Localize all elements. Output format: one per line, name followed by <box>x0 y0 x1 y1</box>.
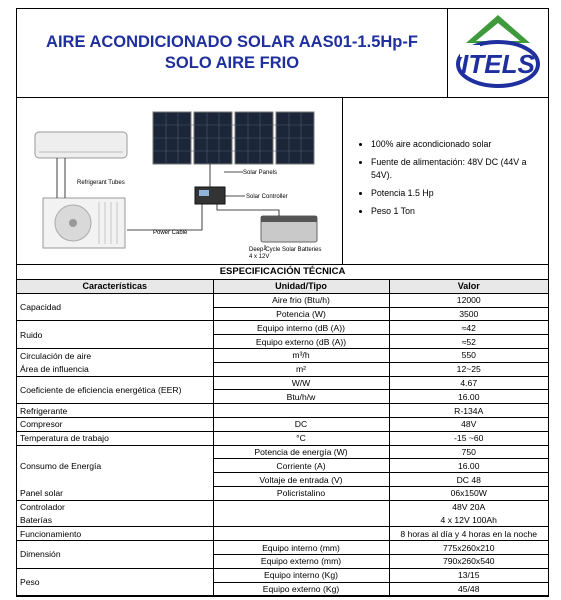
row-unit: Aire frio (Btu/h) <box>213 293 389 307</box>
row-unit: m³/h <box>213 348 389 362</box>
row-value: ≈42 <box>389 321 548 335</box>
feature-item: • Potencia 1.5 Hp <box>371 187 545 200</box>
row-value: ≈52 <box>389 335 548 349</box>
row-value: 06x150W <box>389 486 548 500</box>
row-label: Baterías <box>17 514 213 527</box>
column-header: Unidad/Tipo <box>213 280 389 293</box>
row-unit <box>213 527 389 541</box>
solar-controller-icon <box>195 187 225 204</box>
row-label: Peso <box>17 568 213 596</box>
row-value: 790x260x540 <box>389 554 548 568</box>
row-label: Área de influencia <box>17 362 213 376</box>
row-unit: W/W <box>213 376 389 390</box>
spec-title: ESPECIFICACIÓN TÉCNICA <box>17 265 548 280</box>
itels-logo <box>448 9 548 97</box>
row-label: Circulación de aire <box>17 348 213 362</box>
row-value: 8 horas al día y 4 horas en la noche <box>389 527 548 541</box>
table-row <box>17 486 548 500</box>
row-label: Compresor <box>17 417 213 431</box>
row-value: 550 <box>389 348 548 362</box>
row-label: Ruido <box>17 321 213 349</box>
row-unit <box>213 500 389 527</box>
feature-item: • Peso 1 Ton <box>371 205 545 218</box>
row-value: 12000 <box>389 293 548 307</box>
spec-table <box>17 280 548 596</box>
row-unit: Equipo interno (Kg) <box>213 568 389 582</box>
row-unit: Equipo interno (mm) <box>213 541 389 555</box>
row-value: R-134A <box>389 404 548 418</box>
row-value: 4 x 12V 100Ah <box>389 514 548 527</box>
column-header: Características <box>17 280 213 293</box>
table-row <box>17 362 548 376</box>
indoor-unit-icon <box>35 132 127 158</box>
title-line-1: AIRE ACONDICIONADO SOLAR AAS01-1.5Hp-F <box>46 33 418 51</box>
row-unit: Corriente (A) <box>213 459 389 473</box>
row-label: Panel solar <box>17 486 213 500</box>
table-row <box>17 431 548 445</box>
batteries-label: Deep-Cycle Solar Batteries <box>249 247 322 253</box>
table-header-row <box>17 280 548 293</box>
table-row <box>17 568 548 582</box>
row-value: 45/48 <box>389 582 548 596</box>
row-unit: DC <box>213 417 389 431</box>
row-unit: Potencia (W) <box>213 307 389 321</box>
row-label: Controlador <box>17 500 213 513</box>
table-row <box>17 321 548 335</box>
solar-controller-label: Solar Controller <box>246 194 288 200</box>
table-row <box>17 348 548 362</box>
solar-panels-label: Solar Panels <box>243 170 278 176</box>
header <box>17 9 548 98</box>
row-unit <box>213 404 389 418</box>
row-value: 48V <box>389 417 548 431</box>
table-row <box>17 541 548 555</box>
battery-icon <box>261 216 317 242</box>
row-unit: Equipo interno (dB (A)) <box>213 321 389 335</box>
row-value: 48V 20A <box>389 500 548 513</box>
row-unit: Voltaje de entrada (V) <box>213 473 389 487</box>
row-unit: Equipo externo (mm) <box>213 554 389 568</box>
row-value: 13/15 <box>389 568 548 582</box>
logo-text: ITELS <box>461 49 535 79</box>
refrigerant-tubes-label: Refrigerant Tubes <box>77 180 125 186</box>
row-label: Dimensión <box>17 541 213 569</box>
batteries-voltage-label: 4 x 12V <box>249 254 270 260</box>
system-diagram <box>17 98 343 264</box>
row-value: 3500 <box>389 307 548 321</box>
page-title <box>17 9 448 97</box>
table-row <box>17 293 548 307</box>
table-row <box>17 417 548 431</box>
row-value: 750 <box>389 445 548 459</box>
table-row <box>17 376 548 390</box>
row-label: Consumo de Energía <box>17 445 213 486</box>
outdoor-unit-icon <box>43 198 125 248</box>
column-header: Valor <box>389 280 548 293</box>
row-value: 16.00 <box>389 459 548 473</box>
feature-item: • 100% aire acondicionado solar <box>371 138 545 151</box>
feature-list <box>357 138 545 223</box>
power-cable-label: Power Cable <box>153 230 188 236</box>
table-row <box>17 500 548 513</box>
row-unit: Equipo externo (Kg) <box>213 582 389 596</box>
title-line-2: SOLO AIRE FRIO <box>164 54 300 72</box>
row-unit: Btu/h/w <box>213 390 389 404</box>
row-unit: °C <box>213 431 389 445</box>
row-unit: Equipo externo (dB (A)) <box>213 335 389 349</box>
row-unit: m² <box>213 362 389 376</box>
row-label: Temperatura de trabajo <box>17 431 213 445</box>
solar-panels-icon <box>153 112 314 164</box>
spec-sheet <box>16 8 549 597</box>
row-value: DC 48 <box>389 473 548 487</box>
row-label: Coeficiente de eficiencia energética (EER) <box>17 376 213 404</box>
row-label: Refrigerante <box>17 404 213 418</box>
row-value: 12~25 <box>389 362 548 376</box>
row-value: 775x260x210 <box>389 541 548 555</box>
row-label: Capacidad <box>17 293 213 321</box>
row-unit: Potencia de energía (W) <box>213 445 389 459</box>
feature-item: • Fuente de alimentación: 48V DC (44V a 54V). <box>371 156 545 182</box>
table-row <box>17 445 548 459</box>
row-value: 4.67 <box>389 376 548 390</box>
table-row <box>17 404 548 418</box>
row-value: 16.00 <box>389 390 548 404</box>
product-section <box>17 98 548 265</box>
table-row <box>17 527 548 541</box>
row-value: -15 ~60 <box>389 431 548 445</box>
row-unit: Policristalino <box>213 486 389 500</box>
row-label: Funcionamiento <box>17 527 213 541</box>
